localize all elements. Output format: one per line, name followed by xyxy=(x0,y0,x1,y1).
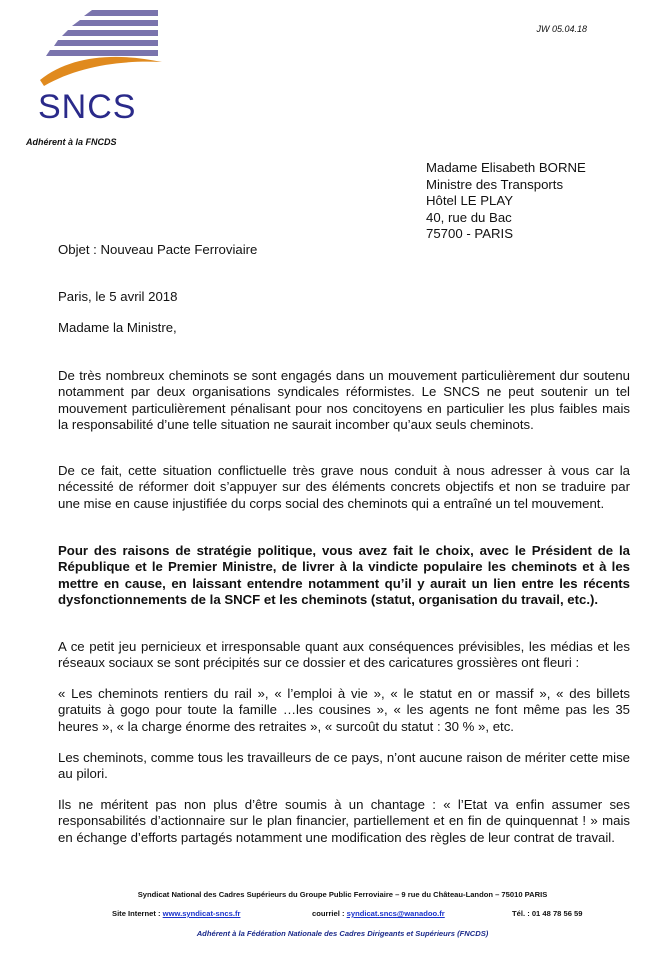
sncs-logo xyxy=(34,6,166,128)
footer-federation: Adhérent à la Fédération Nationale des Cadres Dirigeants et Supérieurs (FNCDS) xyxy=(196,929,489,938)
footer-address: Syndicat National des Cadres Supérieurs du Groupe Public Ferroviaire – 9 rue du Château-Landon – 75010 PARIS xyxy=(137,890,548,899)
recipient-line: 75700 - PARIS xyxy=(426,226,513,242)
footer-website xyxy=(112,909,240,918)
letterhead-tagline: Adhérent à la FNCDS xyxy=(26,137,117,147)
recipient-address xyxy=(426,160,586,243)
salutation: Madame la Ministre, xyxy=(58,320,177,335)
logo-text: SNCS xyxy=(38,88,137,126)
recipient-line: Madame Elisabeth BORNE xyxy=(426,160,586,175)
website-label: Site Internet : xyxy=(112,909,161,918)
email-label: courriel : xyxy=(312,909,345,918)
letter-date: Paris, le 5 avril 2018 xyxy=(58,289,178,304)
recipient-line: 40, rue du Bac xyxy=(426,209,512,225)
paragraph: De ce fait, cette situation conflictuelle très grave nous conduit à nous adresser à vous car la nécessité de réformer doit s’appuyer sur des éléments concrets objectifs et non se traduire par une mise en cause injustifiée du corps social des cheminots qui a entraîné un tel mouvement. xyxy=(58,463,630,511)
paragraph: Les cheminots, comme tous les travailleurs de ce pays, n’ont aucune raison de mériter cette mise au pilori. xyxy=(58,750,630,782)
paragraph: De très nombreux cheminots se sont engagés dans un mouvement particulièrement dur soutenu notamment par deux organisations syndicales réformistes. Le SNCS ne peut soutenir un tel mouvement particulièrement pénalisant pour nos concitoyens en particulier les plus faibles mais la responsabilité d’une telle situation ne saurait incomber qu’aux seuls cheminots. xyxy=(58,368,630,432)
subject-line: Objet : Nouveau Pacte Ferroviaire xyxy=(58,242,258,257)
document-reference: JW 05.04.18 xyxy=(536,24,587,34)
paragraph: A ce petit jeu pernicieux et irresponsable quant aux conséquences prévisibles, les médias et les réseaux sociaux se sont précipités sur ce dossier et des caricatures grossières ont fleuri : xyxy=(58,639,630,671)
paragraph: Ils ne méritent pas non plus d’être soumis à un chantage : « l’Etat va enfin assumer ses responsabilités d’actionnaire sur le plan financier, partiellement et en fin de quinquennat ! » mais en échange d’efforts partagés notamment une modification des règles de leur contrat de travail. xyxy=(58,797,630,845)
website-link[interactable]: www.syndicat-sncs.fr xyxy=(162,909,241,918)
paragraph: « Les cheminots rentiers du rail », « l’emploi à vie », « le statut en or massif », « des billets gratuits à gogo pour toute la famille …les cousines », « les agents ne font même pas les 35 heures », « la charge énorme des retraites », « surcoût du statut : 30 % », etc. xyxy=(58,686,630,734)
paragraph-bold: Pour des raisons de stratégie politique, vous avez fait le choix, avec le Président de la République et le Premier Ministre, de livrer à la vindicte populaire les cheminots et à les mettre en cause, en laissant entendre notamment qu’il y aurait un lien entre les récents dysfonctionnements de la SNCF et les cheminots (statut, organisation du travail, etc.). xyxy=(58,543,630,607)
footer-phone: Tél. : 01 48 78 56 59 xyxy=(512,909,583,918)
footer-email xyxy=(312,909,445,918)
email-link[interactable]: syndicat.sncs@wanadoo.fr xyxy=(346,909,445,918)
recipient-line: Hôtel LE PLAY xyxy=(426,193,513,209)
recipient-line: Ministre des Transports xyxy=(426,176,564,192)
